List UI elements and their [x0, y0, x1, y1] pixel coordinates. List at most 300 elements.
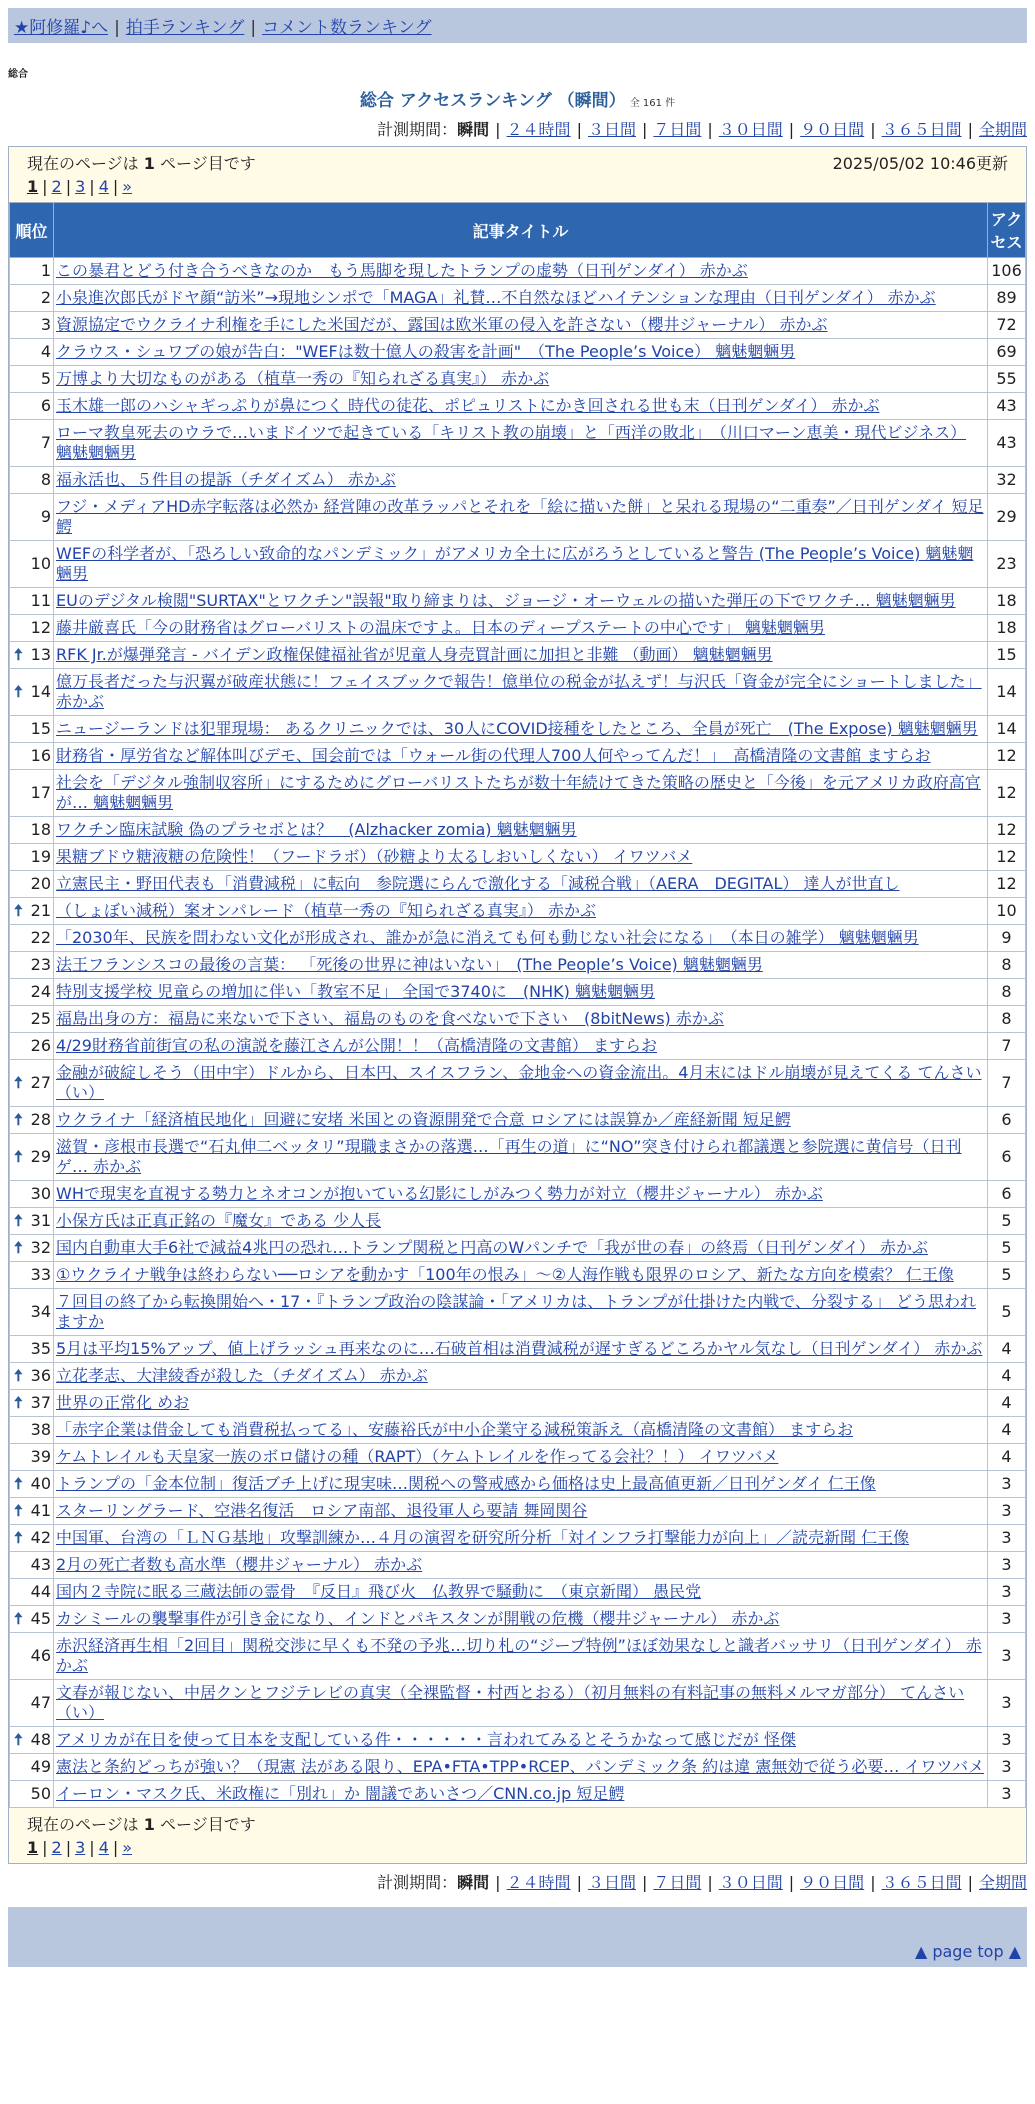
article-link[interactable]: EUのデジタル検閲"SURTAX"とワクチン"誤報"取り締まりは、ジョージ・オーウェルの描いた弾圧の下でワクチ… 魑魅魍魎男 — [56, 591, 956, 610]
table-row — [10, 1754, 1026, 1781]
period-link[interactable]: ３日間 — [587, 1873, 636, 1892]
table-row — [10, 1781, 1026, 1808]
article-link[interactable]: カシミールの襲撃事件が引き金になり、インドとパキスタンが開戦の危機（櫻井ジャーナル） 赤かぶ — [56, 1609, 780, 1628]
table-row — [10, 1262, 1026, 1289]
rank-number: 38 — [30, 1420, 51, 1439]
page-info-suffix: ページ目です — [154, 154, 256, 173]
title-cell — [54, 1680, 988, 1727]
article-link[interactable]: フジ・メディアHD赤字転落は必然か 経営陣の改革ラッパとそれを「絵に描いた餅」と呆れる現場の“二重奏”／日刊ゲンダイ 短足鰐 — [56, 497, 984, 536]
article-link[interactable]: 国内２寺院に眠る三蔵法師の霊骨 『反日』飛び火 仏教界で騒動に （東京新聞） 愚民党 — [56, 1582, 702, 1601]
rank-cell — [10, 366, 54, 393]
period-current: 瞬間 — [457, 1873, 490, 1892]
page-title-text: 総合 アクセスランキング （瞬間） — [359, 91, 626, 111]
pager-page-link[interactable]: 4 — [98, 1838, 109, 1857]
period-selector-bottom — [0, 1864, 1035, 1893]
access-count: 9 — [988, 925, 1026, 952]
access-count: 12 — [988, 743, 1026, 770]
rank-up-arrow-icon: 🠅 — [14, 1609, 23, 1628]
period-label: 計測期間： — [377, 1873, 458, 1892]
access-count: 106 — [988, 258, 1026, 285]
article-link[interactable]: 立憲民主・野田代表も「消費減税」に転向 参院選にらんで激化する「減税合戦」（AERA DEGITAL） 達人が世直し — [56, 874, 900, 893]
rank-number: 31 — [30, 1211, 51, 1230]
access-count: 6 — [988, 1134, 1026, 1181]
title-cell — [54, 312, 988, 339]
access-count: 10 — [988, 898, 1026, 925]
updated-timestamp: 2025/05/02 10:46更新 — [832, 154, 1008, 173]
rank-number: 40 — [30, 1474, 51, 1493]
access-count: 7 — [988, 1060, 1026, 1107]
title-cell — [54, 898, 988, 925]
title-cell — [54, 817, 988, 844]
article-link[interactable]: トランプの「金本位制」復活ブチ上げに現実味…関税への警戒感から価格は史上最高値更新／日刊ゲンダイ 仁王像 — [56, 1474, 876, 1493]
access-count: 4 — [988, 1363, 1026, 1390]
rank-up-arrow-icon: 🠅 — [14, 1110, 23, 1129]
period-link[interactable]: ３日間 — [587, 120, 636, 139]
ranking-table-body — [10, 258, 1026, 1808]
table-row — [10, 770, 1026, 817]
article-link[interactable]: ニュージーランドは犯罪現場： あるクリニックでは、30人にCOVID接種をしたところ、全員が死亡 (The Expose) 魑魅魍魎男 — [56, 719, 978, 738]
rank-number: 18 — [30, 820, 51, 839]
article-link[interactable]: 4/29財務省前街宣の私の演説を藤江さんが公開！！（高橋清隆の文書館） ますらお — [56, 1036, 658, 1055]
title-cell — [54, 1417, 988, 1444]
period-current: 瞬間 — [457, 120, 490, 139]
rank-number: 34 — [30, 1302, 51, 1321]
rank-cell — [10, 1289, 54, 1336]
article-link[interactable]: 小保方氏は正真正銘の『魔女』である 少人長 — [56, 1211, 382, 1230]
title-cell — [54, 952, 988, 979]
access-count: 6 — [988, 1181, 1026, 1208]
rank-number: 30 — [30, 1184, 51, 1203]
home-link[interactable]: ★阿修羅♪へ — [14, 18, 109, 38]
rank-number: 1 — [40, 261, 51, 280]
title-cell — [54, 1471, 988, 1498]
access-count: 69 — [988, 339, 1026, 366]
access-count: 55 — [988, 366, 1026, 393]
rank-cell — [10, 871, 54, 898]
access-count: 5 — [988, 1289, 1026, 1336]
article-link[interactable]: 玉木雄一郎のハシャギっぷりが鼻につく 時代の徒花、ポピュリストにかき回される世も末（日刊ゲンダイ） 赤かぶ — [56, 396, 880, 415]
period-link[interactable]: 全期間 — [978, 120, 1027, 139]
pager-page-link[interactable]: 2 — [51, 177, 62, 196]
rank-up-arrow-icon: 🠅 — [14, 1528, 23, 1547]
title-cell — [54, 1390, 988, 1417]
period-link[interactable]: ９０日間 — [800, 120, 865, 139]
rank-cell — [10, 1336, 54, 1363]
rank-number: 33 — [30, 1265, 51, 1284]
rank-number: 22 — [30, 928, 51, 947]
pager-separator: | — [89, 177, 95, 196]
page-info-prefix: 現在のページは — [27, 1815, 144, 1834]
rank-number: 44 — [30, 1582, 51, 1601]
pager-page-link[interactable]: 4 — [98, 177, 109, 196]
table-row — [10, 1417, 1026, 1444]
article-link[interactable]: 万博より大切なものがある（植草一秀の『知られざる真実』） 赤かぶ — [56, 369, 550, 388]
access-count: 32 — [988, 467, 1026, 494]
access-count: 3 — [988, 1471, 1026, 1498]
period-link[interactable]: ２４時間 — [506, 1873, 571, 1892]
rank-cell — [10, 1633, 54, 1680]
rank-cell — [10, 1181, 54, 1208]
rank-number: 48 — [30, 1730, 51, 1749]
rank-number: 23 — [30, 955, 51, 974]
access-count: 3 — [988, 1552, 1026, 1579]
period-link[interactable]: ９０日間 — [800, 1873, 865, 1892]
access-count: 72 — [988, 312, 1026, 339]
title-cell — [54, 393, 988, 420]
period-link[interactable]: ３６５日間 — [881, 1873, 962, 1892]
page-info-row-bottom — [9, 1808, 1026, 1835]
current-page-info — [27, 151, 256, 174]
article-link[interactable]: 果糖ブドウ糖液糖の危険性！（フードラボ）（砂糖より太るしおいしくない） イワツバメ — [56, 847, 693, 866]
rank-up-arrow-icon: 🠅 — [14, 1211, 23, 1230]
rank-number: 28 — [30, 1110, 51, 1129]
access-count: 8 — [988, 979, 1026, 1006]
rank-cell — [10, 743, 54, 770]
table-row — [10, 1633, 1026, 1680]
page-info-number: 1 — [143, 1815, 155, 1834]
rank-number: 13 — [30, 645, 51, 664]
title-cell — [54, 366, 988, 393]
access-count: 4 — [988, 1390, 1026, 1417]
article-link[interactable]: 法王フランシスコの最後の言葉： 「死後の世界に神はいない」 (The People’s Voice) 魑魅魍魎男 — [56, 955, 763, 974]
access-count: 6 — [988, 1107, 1026, 1134]
access-count: 3 — [988, 1754, 1026, 1781]
access-count: 4 — [988, 1444, 1026, 1471]
rank-number: 43 — [30, 1555, 51, 1574]
rank-up-arrow-icon: 🠅 — [14, 645, 23, 664]
access-count: 12 — [988, 844, 1026, 871]
access-count: 43 — [988, 420, 1026, 467]
period-separator: | — [707, 120, 713, 139]
access-count: 3 — [988, 1579, 1026, 1606]
table-row — [10, 1498, 1026, 1525]
rank-cell — [10, 669, 54, 716]
rank-number: 26 — [30, 1036, 51, 1055]
article-link[interactable]: ウクライナ「経済植民地化」回避に安堵 米国との資源開発で合意 ロシアには誤算か／産経新聞 短足鰐 — [56, 1110, 791, 1129]
rank-cell — [10, 1525, 54, 1552]
rank-number: 46 — [30, 1646, 51, 1665]
ranking-panel — [8, 146, 1027, 1864]
period-link[interactable]: 全期間 — [978, 1873, 1027, 1892]
rank-number: 19 — [30, 847, 51, 866]
title-cell — [54, 339, 988, 366]
title-cell — [54, 871, 988, 898]
table-row — [10, 494, 1026, 541]
period-separator: | — [641, 120, 648, 139]
period-link[interactable]: ７日間 — [653, 1873, 702, 1892]
rank-cell — [10, 1781, 54, 1808]
table-header-row — [10, 203, 1026, 258]
title-cell — [54, 1006, 988, 1033]
pager-separator: | — [42, 1838, 48, 1857]
period-link[interactable]: ３６５日間 — [881, 120, 962, 139]
title-cell — [54, 420, 988, 467]
rank-number: 17 — [30, 783, 51, 802]
rank-number: 12 — [30, 618, 51, 637]
rank-number: 49 — [30, 1757, 51, 1776]
article-link[interactable]: 小泉進次郎氏がドヤ顔“訪米”→現地シンポで「MAGA」礼賛…不自然なほどハイテンションな理由（日刊ゲンダイ） 赤かぶ — [56, 288, 936, 307]
table-row — [10, 1134, 1026, 1181]
rank-number: 36 — [30, 1366, 51, 1385]
rank-cell — [10, 1471, 54, 1498]
rank-cell — [10, 1262, 54, 1289]
access-count: 3 — [988, 1606, 1026, 1633]
article-link[interactable]: WEFの科学者が、「恐ろしい致命的なパンデミック」がアメリカ全土に広がろうとしていると警告 (The People’s Voice) 魑魅魍魎男 — [56, 544, 974, 583]
pager-bottom — [9, 1835, 1026, 1863]
title-cell — [54, 1262, 988, 1289]
nav-separator: | — [114, 18, 120, 38]
article-link[interactable]: ７回目の終了から転換開始へ・17・『トランプ政治の陰謀論・「アメリカは、トランプが仕掛けた内戦で、分裂する」 どう思われますか — [56, 1292, 977, 1331]
table-row — [10, 588, 1026, 615]
table-row — [10, 339, 1026, 366]
rank-number: 6 — [40, 396, 51, 415]
article-link[interactable]: 藤井厳喜氏「今の財務省はグローバリストの温床ですよ。日本のディープステートの中心です」 魑魅魍魎男 — [56, 618, 825, 637]
table-row — [10, 743, 1026, 770]
period-separator: | — [707, 1873, 713, 1892]
rank-up-arrow-icon: 🠅 — [14, 1474, 23, 1493]
access-count: 3 — [988, 1525, 1026, 1552]
table-row — [10, 1336, 1026, 1363]
access-count: 12 — [988, 871, 1026, 898]
pager-next-link[interactable]: » — [122, 177, 133, 196]
article-link[interactable]: ローマ教皇死去のウラで…いまドイツで起きている「キリスト教の崩壊」と「西洋の敗北」 （川口マーン恵美・現代ビジネス） 魑魅魍魎男 — [56, 423, 967, 462]
access-count: 12 — [988, 770, 1026, 817]
table-row — [10, 420, 1026, 467]
period-link[interactable]: ２４時間 — [506, 120, 571, 139]
table-row — [10, 642, 1026, 669]
page-info-suffix: ページ目です — [154, 1815, 256, 1834]
access-count: 5 — [988, 1262, 1026, 1289]
rank-cell — [10, 615, 54, 642]
access-count: 8 — [988, 952, 1026, 979]
title-cell — [54, 1727, 988, 1754]
rank-number: 32 — [30, 1238, 51, 1257]
article-link[interactable]: イーロン・マスク氏、米政権に「別れ」か 闇議であいさつ／CNN.co.jp 短足鰐 — [56, 1784, 625, 1803]
period-link[interactable]: ３０日間 — [718, 1873, 783, 1892]
rank-number: 15 — [30, 719, 51, 738]
table-row — [10, 898, 1026, 925]
rank-cell — [10, 1060, 54, 1107]
title-cell — [54, 588, 988, 615]
rank-cell — [10, 770, 54, 817]
article-link[interactable]: ①ウクライナ戦争は終わらない──ロシアを動かす「100年の恨み」～②人海作戦も限界のロシア、新たな方向を模索？ 仁王像 — [56, 1265, 954, 1284]
bottom-bar — [8, 1907, 1027, 1967]
article-link[interactable]: 国内自動車大手6社で減益4兆円の恐れ…トランプ関税と円高のWパンチで「我が世の春」の終焉（日刊ゲンダイ） 赤かぶ — [56, 1238, 928, 1257]
rank-cell — [10, 1498, 54, 1525]
article-link[interactable]: ケムトレイルも天皇家一族のボロ儲けの種（RAPT）（ケムトレイルを作ってる会社？！） イワツバメ — [56, 1447, 779, 1466]
table-row — [10, 1680, 1026, 1727]
pager-page-link[interactable]: 3 — [75, 1838, 86, 1857]
rank-cell — [10, 541, 54, 588]
table-row — [10, 1107, 1026, 1134]
rank-number: 37 — [30, 1393, 51, 1412]
article-link[interactable]: 金融が破綻しそう（田中宇）ドルから、日本円、スイスフラン、金地金への資金流出。4月末にはドル崩壊が見えてくる てんさい（い） — [56, 1063, 982, 1102]
title-cell — [54, 285, 988, 312]
article-link[interactable]: 中国軍、台湾の「ＬＮＧ基地」攻撃訓練か…４月の演習を研究所分析「対インフラ打撃能力が向上」／読売新聞 仁王像 — [56, 1528, 910, 1547]
article-link[interactable]: 福島出身の方：福島に来ないで下さい、福島のものを食べないで下さい (8bitNews) 赤かぶ — [56, 1009, 724, 1028]
table-row — [10, 285, 1026, 312]
rank-cell — [10, 925, 54, 952]
access-count: 7 — [988, 1033, 1026, 1060]
title-cell — [54, 1363, 988, 1390]
table-row — [10, 366, 1026, 393]
article-link[interactable]: 世界の正常化 めお — [56, 1393, 190, 1412]
rank-cell — [10, 588, 54, 615]
access-count: 43 — [988, 393, 1026, 420]
rank-number: 42 — [30, 1528, 51, 1547]
table-row — [10, 1390, 1026, 1417]
title-cell — [54, 669, 988, 716]
rank-number: 47 — [30, 1693, 51, 1712]
title-cell — [54, 716, 988, 743]
period-link[interactable]: ３０日間 — [718, 120, 783, 139]
page-info-row — [9, 147, 1026, 174]
access-count: 3 — [988, 1727, 1026, 1754]
rank-cell — [10, 642, 54, 669]
period-separator: | — [495, 1873, 501, 1892]
period-separator: | — [576, 120, 582, 139]
article-link[interactable]: 2月の死亡者数も高水準（櫻井ジャーナル） 赤かぶ — [56, 1555, 423, 1574]
rank-header: 順位 — [10, 203, 54, 258]
title-cell — [54, 467, 988, 494]
pager-separator: | — [112, 1838, 119, 1857]
rank-number: 11 — [30, 591, 51, 610]
pager-page-link[interactable]: 2 — [51, 1838, 62, 1857]
rank-number: 50 — [30, 1784, 51, 1803]
rank-cell — [10, 844, 54, 871]
access-header: アクセス — [988, 203, 1026, 258]
title-cell — [54, 743, 988, 770]
title-cell — [54, 1444, 988, 1471]
article-link[interactable]: 文春が報じない、中居クンとフジテレビの真実（全裸監督・村西とおる）（初月無料の有料記事の無料メルマガ部分） てんさい（い） — [56, 1683, 965, 1722]
rank-number: 5 — [40, 369, 51, 388]
article-link[interactable]: WHで現実を直視する勢力とネオコンが抱いている幻影にしがみつく勢力が対立（櫻井ジャーナル） 赤かぶ — [56, 1184, 823, 1203]
rank-up-arrow-icon: 🠅 — [14, 1730, 23, 1749]
title-cell — [54, 1033, 988, 1060]
nav-separator: | — [250, 18, 257, 38]
period-separator: | — [967, 120, 973, 139]
rank-number: 7 — [40, 433, 51, 452]
title-cell — [54, 1289, 988, 1336]
rank-number: 8 — [40, 470, 51, 489]
table-row — [10, 1363, 1026, 1390]
rank-cell — [10, 979, 54, 1006]
table-row — [10, 1525, 1026, 1552]
pager-separator: | — [89, 1838, 95, 1857]
pager-next-link[interactable]: » — [122, 1838, 133, 1857]
ranking-table — [9, 202, 1026, 1808]
access-count: 18 — [988, 615, 1026, 642]
rank-up-arrow-icon: 🠅 — [14, 682, 23, 701]
article-link[interactable]: 5月は平均15%アップ、値上げラッシュ再来なのに…石破首相は消費減税が遅すぎるどころかヤル気なし（日刊ゲンダイ） 赤かぶ — [56, 1339, 983, 1358]
article-link[interactable]: 特別支援学校 児童らの増加に伴い「教室不足」 全国で3740に (NHK) 魑魅魍魎男 — [56, 982, 655, 1001]
section-label: 総合 — [8, 69, 28, 80]
access-count: 8 — [988, 1006, 1026, 1033]
rank-cell — [10, 312, 54, 339]
period-label: 計測期間： — [377, 120, 458, 139]
access-count: 12 — [988, 817, 1026, 844]
rank-cell — [10, 1006, 54, 1033]
page-top-link[interactable]: ▲ page top ▲ — [914, 1942, 1021, 1961]
article-link[interactable]: 「2030年、民族を問わない文化が形成され、誰かが急に消えても何も動じない社会になる」 （本日の雑学） 魑魅魍魎男 — [56, 928, 919, 947]
rank-number: 20 — [30, 874, 51, 893]
article-link[interactable]: クラウス・シュワブの娘が告白："WEFは数十億人の殺害を計画" （The People’s Voice） 魑魅魍魎男 — [56, 342, 796, 361]
article-link[interactable]: 億万長者だった与沢翼が破産状態に！フェイスブックで報告！億単位の税金が払えず！与沢氏「資金が完全にショートしました」 赤かぶ — [56, 672, 982, 711]
article-link[interactable]: ワクチン臨床試験 偽のプラセボとは？ (Alzhacker zomia) 魑魅魍魎男 — [56, 820, 577, 839]
page-info-prefix: 現在のページは — [27, 154, 144, 173]
article-link[interactable]: 福永活也、５件目の提訴（チダイズム） 赤かぶ — [56, 470, 396, 489]
article-link[interactable]: アメリカが在日を使って日本を支配している件・・・・・・言われてみるとそうかなって感じだが 怪傑 — [56, 1730, 796, 1749]
rank-number: 4 — [40, 342, 51, 361]
access-count: 14 — [988, 716, 1026, 743]
rank-number: 24 — [30, 982, 51, 1001]
article-link[interactable]: 資源協定でウクライナ利権を手にした米国だが、露国は欧米軍の侵入を許さない（櫻井ジャーナル） 赤かぶ — [56, 315, 828, 334]
access-count: 5 — [988, 1235, 1026, 1262]
table-row — [10, 615, 1026, 642]
title-cell — [54, 1606, 988, 1633]
period-separator: | — [641, 1873, 648, 1892]
rank-cell — [10, 420, 54, 467]
article-link[interactable]: 財務省・厚労省など解体叫びデモ、国会前では「ウォール街の代理人700人何やってんだ！」 高橋清隆の文書館 ますらお — [56, 746, 931, 765]
access-count: 23 — [988, 541, 1026, 588]
access-count: 3 — [988, 1498, 1026, 1525]
comment-ranking-link[interactable]: コメント数ランキング — [262, 18, 432, 38]
rank-number: 9 — [40, 507, 51, 526]
clap-ranking-link[interactable]: 拍手ランキング — [125, 18, 245, 38]
title-cell — [54, 1579, 988, 1606]
pager-page-link[interactable]: 3 — [75, 177, 86, 196]
period-separator: | — [870, 120, 876, 139]
access-count: 29 — [988, 494, 1026, 541]
rank-number: 14 — [30, 682, 51, 701]
rank-number: 39 — [30, 1447, 51, 1466]
period-separator: | — [576, 1873, 582, 1892]
article-link[interactable]: （しょぼい減税）案オンパレード（植草一秀の『知られざる真実』） 赤かぶ — [56, 901, 596, 920]
table-row — [10, 669, 1026, 716]
rank-cell — [10, 1208, 54, 1235]
title-cell — [54, 979, 988, 1006]
access-count: 4 — [988, 1336, 1026, 1363]
rank-cell — [10, 1754, 54, 1781]
article-link[interactable]: 赤沢経済再生相「2回目」関税交渉に早くも不発の予兆…切り札の“ジープ特例”ほぼ効果なしと識者バッサリ（日刊ゲンダイ） 赤かぶ — [56, 1636, 982, 1675]
title-cell — [54, 1525, 988, 1552]
table-row — [10, 1579, 1026, 1606]
pager-separator: | — [42, 177, 48, 196]
article-link[interactable]: 憲法と条約どっちが強い？（現憲 法がある限り、EPA•FTA•TPP•RCEP、パンデミック条 約は違 憲無効で従う必要… イワツバメ — [56, 1757, 985, 1776]
rank-number: 21 — [30, 901, 51, 920]
article-link[interactable]: 社会を「デジタル強制収容所」にするためにグローバリストたちが数十年続けてきた策略の歴史と「今後」を元アメリカ政府高官が… 魑魅魍魎男 — [56, 773, 981, 812]
article-link[interactable]: 滋賀・彦根市長選で“石丸伸二ベッタリ”現職まさかの落選…「再生の道」に“NO”突き付けられ都議選と参院選に黄信号（日刊ゲ… 赤かぶ — [56, 1137, 962, 1176]
article-link[interactable]: スターリングラード、空港名復活 ロシア南部、退役軍人ら要請 舞岡関谷 — [56, 1501, 588, 1520]
article-link[interactable]: RFK Jr.が爆弾発言 - バイデン政権保健福祉省が児童人身売買計画に加担と非難 （動画） 魑魅魍魎男 — [56, 645, 773, 664]
table-row — [10, 925, 1026, 952]
access-count: 3 — [988, 1781, 1026, 1808]
table-row — [10, 1471, 1026, 1498]
access-count: 14 — [988, 669, 1026, 716]
article-link[interactable]: この暴君とどう付き合うべきなのか もう馬脚を現したトランプの虚勢（日刊ゲンダイ） 赤かぶ — [56, 261, 748, 280]
rank-up-arrow-icon: 🠅 — [14, 1147, 23, 1166]
rank-up-arrow-icon: 🠅 — [14, 1073, 23, 1092]
table-row — [10, 1208, 1026, 1235]
access-count: 18 — [988, 588, 1026, 615]
pager-separator: | — [112, 177, 119, 196]
period-separator: | — [495, 120, 501, 139]
article-link[interactable]: 「赤字企業は借金しても消費税払ってる」、安藤裕氏が中小企業守る減税策訴え（高橋清隆の文書館） ますらお — [56, 1420, 854, 1439]
period-link[interactable]: ７日間 — [653, 120, 702, 139]
article-link[interactable]: 立花孝志、大津綾香が殺した（チダイズム） 赤かぶ — [56, 1366, 428, 1385]
table-row — [10, 1060, 1026, 1107]
table-row — [10, 393, 1026, 420]
